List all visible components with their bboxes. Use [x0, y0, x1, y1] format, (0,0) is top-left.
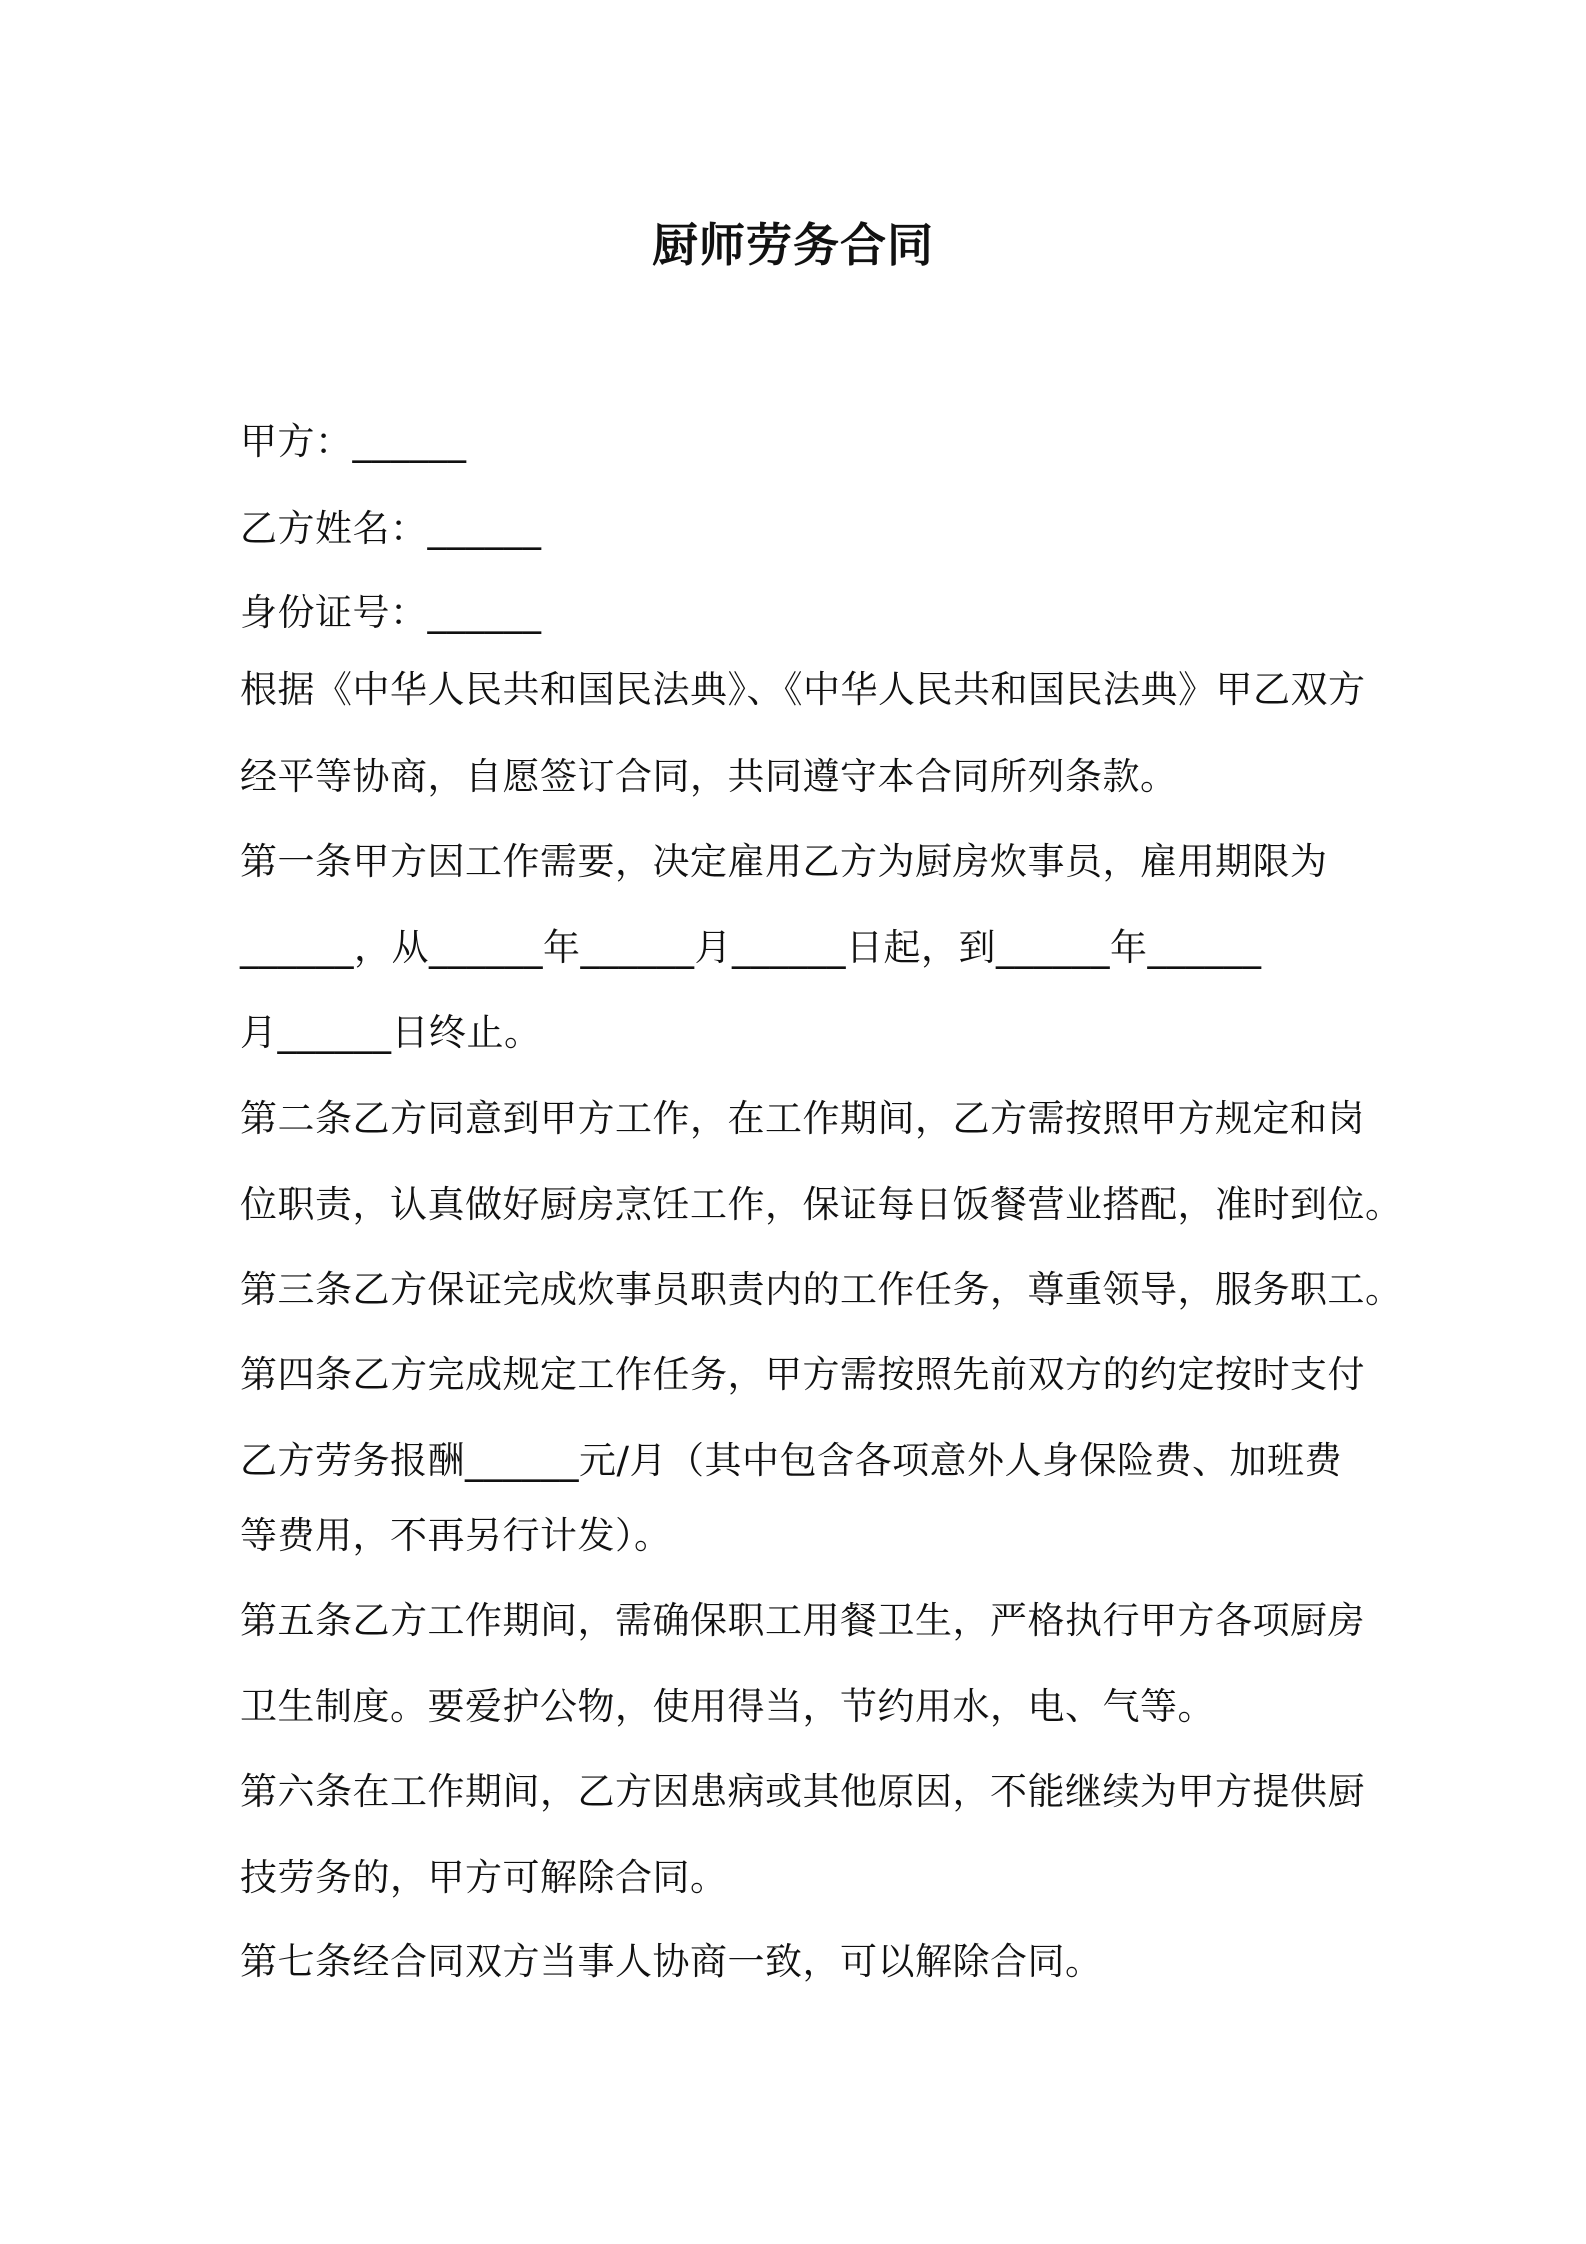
id-number-line: 身份证号：______ — [240, 591, 542, 634]
preamble-line-1: 根据《中华人民共和国民法典》、《中华人民共和国民法典》甲乙双方 — [240, 668, 1366, 711]
article-1-line-3: 月______日终止。 — [240, 1011, 542, 1054]
article-5-line-1: 第五条乙方工作期间，需确保职工用餐卫生，严格执行甲方各项厨房 — [240, 1599, 1365, 1642]
article-6-line-1: 第六条在工作期间，乙方因患病或其他原因，不能继续为甲方提供厨 — [240, 1770, 1365, 1813]
article-2-line-2: 位职责，认真做好厨房烹饪工作，保证每日饭餐营业搭配，准时到位。 — [240, 1183, 1403, 1226]
article-4-line-1: 第四条乙方完成规定工作任务，甲方需按照先前双方的约定按时支付 — [240, 1353, 1365, 1396]
article-4-line-3: 等费用，不再另行计发）。 — [240, 1514, 672, 1557]
article-5-line-2: 卫生制度。要爱护公物，使用得当，节约用水，电、气等。 — [240, 1685, 1215, 1728]
article-6-line-2: 技劳务的，甲方可解除合同。 — [240, 1856, 728, 1899]
article-1-line-2: ______，从______年______月______日起，到______年______ — [240, 926, 1262, 969]
article-7-line-1: 第七条经合同双方当事人协商一致，可以解除合同。 — [240, 1940, 1103, 1983]
preamble-line-2: 经平等协商，自愿签订合同，共同遵守本合同所列条款。 — [240, 755, 1178, 798]
document-title: 厨师劳务合同 — [652, 218, 934, 272]
article-1-line-1: 第一条甲方因工作需要，决定雇用乙方为厨房炊事员，雇用期限为 — [240, 840, 1328, 883]
article-3-line-1: 第三条乙方保证完成炊事员职责内的工作任务，尊重领导，服务职工。 — [240, 1268, 1403, 1311]
party-b-name-line: 乙方姓名：______ — [240, 507, 542, 550]
article-2-line-1: 第二条乙方同意到甲方工作，在工作期间，乙方需按照甲方规定和岗 — [240, 1097, 1365, 1140]
party-a-line: 甲方：______ — [240, 420, 467, 463]
article-4-line-2: 乙方劳务报酬______元/月（其中包含各项意外人身保险费、加班费 — [240, 1439, 1342, 1482]
